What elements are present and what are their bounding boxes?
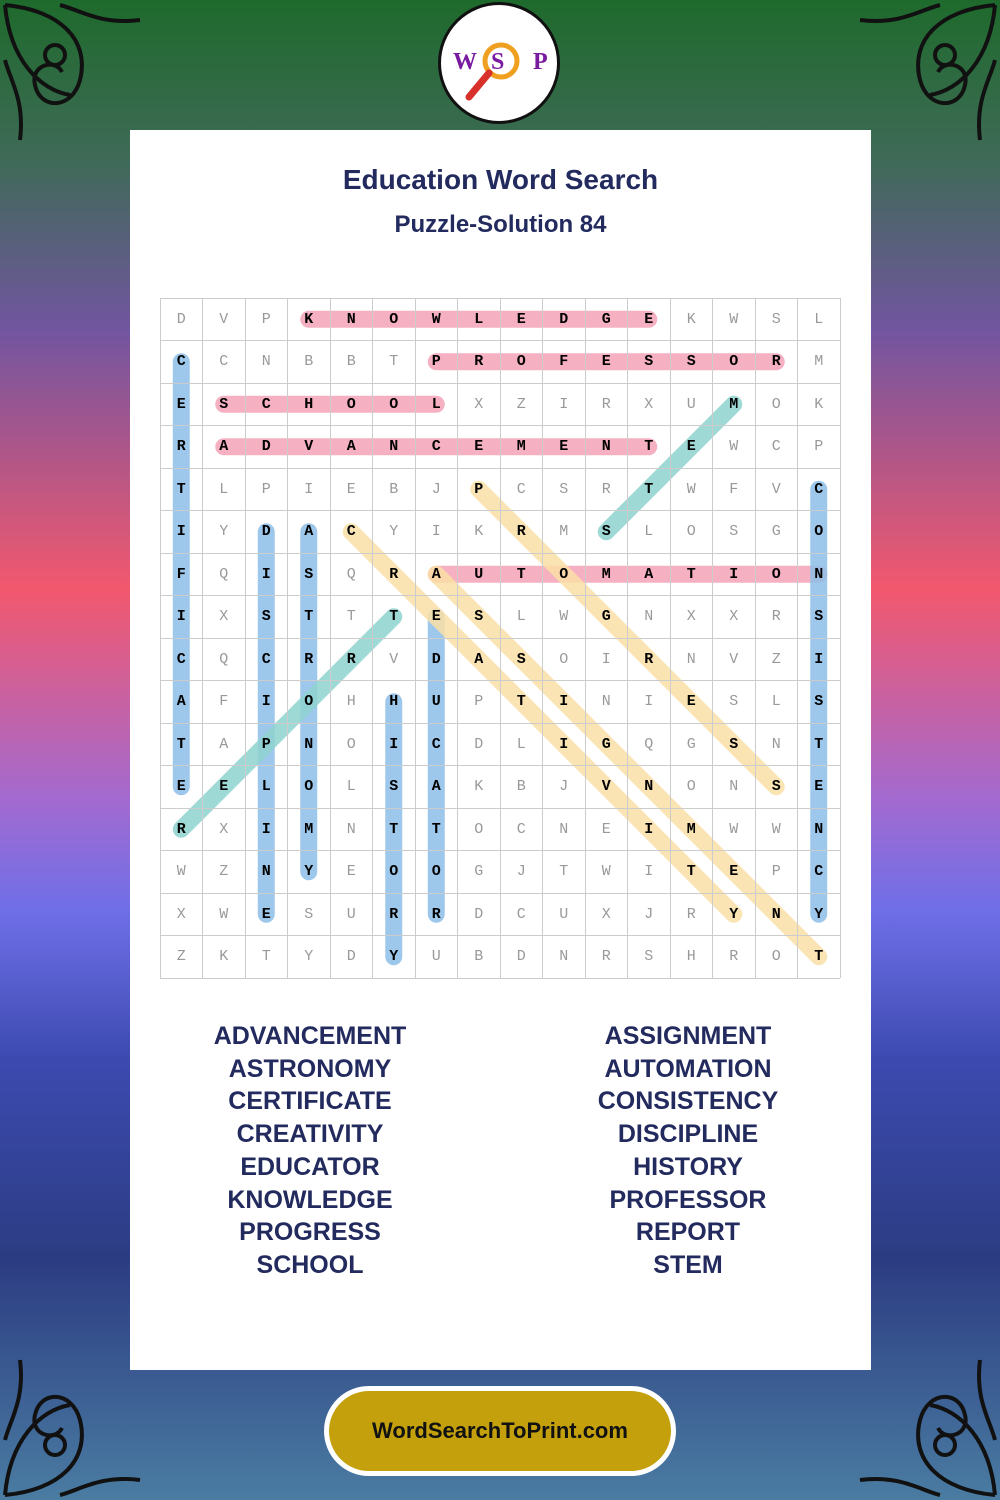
flourish-ornament-icon — [0, 0, 150, 150]
grid-cell[interactable]: E — [814, 778, 824, 796]
grid-cell[interactable]: N — [686, 650, 696, 668]
grid-cell[interactable]: D — [474, 905, 484, 923]
grid-cell[interactable]: L — [219, 480, 229, 498]
grid-cell[interactable]: D — [431, 650, 441, 668]
grid-cell[interactable]: O — [431, 863, 441, 881]
grid-cell[interactable]: E — [219, 778, 229, 796]
grid-cell[interactable]: M — [601, 565, 611, 583]
grid-cell[interactable]: L — [644, 523, 654, 541]
grid-cell[interactable]: D — [261, 438, 271, 456]
grid-cell[interactable]: I — [729, 565, 739, 583]
word-list-item: KNOWLEDGE — [227, 1185, 393, 1214]
grid-cell[interactable]: J — [516, 863, 526, 881]
grid-cell[interactable]: W — [729, 820, 739, 838]
grid-cell[interactable]: X — [729, 608, 739, 626]
grid-cell[interactable]: L — [771, 693, 781, 711]
grid-cell[interactable]: N — [601, 693, 611, 711]
grid-cell[interactable]: N — [814, 820, 824, 838]
grid-cell[interactable]: O — [474, 820, 484, 838]
grid-cell[interactable]: K — [686, 310, 696, 328]
grid-cell[interactable]: R — [389, 565, 399, 583]
grid-cell[interactable]: U — [474, 565, 484, 583]
grid-cell[interactable]: A — [304, 523, 314, 541]
word-list-item: ASSIGNMENT — [604, 1022, 772, 1050]
grid-cell[interactable]: T — [516, 565, 526, 583]
grid-cell[interactable]: Z — [219, 863, 229, 881]
grid-cell[interactable]: K — [814, 395, 824, 413]
grid-cell[interactable]: X — [474, 395, 484, 413]
grid-cell[interactable]: T — [389, 353, 399, 371]
grid-cell[interactable]: N — [346, 310, 356, 328]
word-list-item: AUTOMATION — [604, 1054, 772, 1083]
grid-cell[interactable]: P — [771, 863, 781, 881]
grid-cell[interactable]: A — [474, 650, 484, 668]
grid-cell[interactable]: C — [431, 438, 441, 456]
flourish-ornament-icon — [850, 1350, 1000, 1500]
grid-cell[interactable]: L — [516, 608, 526, 626]
grid-cell[interactable]: W — [729, 438, 739, 456]
grid-cell[interactable]: O — [686, 523, 696, 541]
grid-cell[interactable]: M — [814, 353, 824, 371]
grid-cell[interactable]: O — [559, 565, 569, 583]
grid-cell[interactable]: F — [176, 565, 186, 583]
grid-cell[interactable]: I — [261, 565, 271, 583]
grid-cell[interactable]: B — [389, 480, 399, 498]
grid-cell[interactable]: G — [601, 608, 611, 626]
puzzle-card — [130, 130, 871, 1370]
grid-cell[interactable]: V — [304, 438, 314, 456]
grid-cell[interactable]: A — [431, 565, 441, 583]
grid-cell[interactable]: I — [176, 608, 186, 626]
logo-letter-p: P — [533, 49, 548, 75]
grid-cell[interactable]: C — [176, 353, 186, 371]
grid-cell[interactable]: N — [814, 565, 824, 583]
grid-cell[interactable]: E — [601, 353, 611, 371]
grid-cell[interactable]: N — [389, 438, 399, 456]
grid-cell[interactable]: E — [729, 863, 739, 881]
grid-cell[interactable]: E — [559, 438, 569, 456]
grid-cell[interactable]: S — [601, 523, 611, 541]
grid-cell[interactable]: I — [176, 523, 186, 541]
grid-cell[interactable]: X — [686, 608, 696, 626]
grid-cell[interactable]: D — [346, 948, 356, 966]
grid-cell[interactable]: W — [601, 863, 611, 881]
grid-cell[interactable]: K — [304, 310, 314, 328]
page-subtitle: Puzzle-Solution 84 — [394, 211, 607, 238]
word-list-item: PROGRESS — [239, 1218, 381, 1247]
grid-cell[interactable]: E — [346, 480, 356, 498]
word-list-right — [508, 1020, 868, 1282]
grid-cell[interactable]: E — [601, 820, 611, 838]
site-link-label: WordSearchToPrint.com — [372, 1418, 628, 1443]
grid-cell[interactable]: R — [601, 395, 611, 413]
grid-cell[interactable]: A — [431, 778, 441, 796]
grid-cell[interactable]: V — [729, 650, 739, 668]
grid-cell[interactable]: R — [389, 905, 399, 923]
grid-cell[interactable]: E — [474, 438, 484, 456]
grid-cell[interactable]: E — [644, 310, 654, 328]
grid-cell[interactable]: V — [771, 480, 781, 498]
grid-cell[interactable]: O — [559, 650, 569, 668]
grid-cell[interactable]: S — [559, 480, 569, 498]
grid-cell[interactable]: C — [431, 735, 441, 753]
grid-cell[interactable]: C — [814, 480, 824, 498]
grid-cell[interactable]: S — [771, 778, 781, 796]
grid-cell[interactable]: S — [814, 608, 824, 626]
grid-cell[interactable]: B — [474, 948, 484, 966]
grid-cell[interactable]: N — [346, 820, 356, 838]
grid-cell[interactable]: J — [431, 480, 441, 498]
grid-cell[interactable]: E — [176, 778, 186, 796]
grid-cell[interactable]: B — [516, 778, 526, 796]
grid-cell[interactable]: U — [686, 395, 696, 413]
grid-cell[interactable]: U — [559, 905, 569, 923]
grid-cell[interactable]: R — [346, 650, 356, 668]
grid-cell[interactable]: I — [261, 820, 271, 838]
grid-cell[interactable]: S — [771, 310, 781, 328]
grid-cell[interactable]: X — [176, 905, 186, 923]
word-list-item: HISTORY — [633, 1152, 743, 1181]
grid-cell[interactable]: M — [686, 820, 696, 838]
grid-cell[interactable]: W — [219, 905, 229, 923]
grid-cell[interactable]: T — [686, 863, 696, 881]
grid-cell[interactable]: B — [346, 353, 356, 371]
grid-cell[interactable]: N — [559, 820, 569, 838]
grid-cell[interactable]: H — [389, 693, 399, 711]
grid-cell[interactable]: O — [516, 353, 526, 371]
grid-cell[interactable]: R — [729, 948, 739, 966]
grid-cell[interactable]: S — [644, 948, 654, 966]
grid-cell[interactable]: Q — [219, 650, 229, 668]
logo-letter-s: S — [491, 49, 505, 75]
grid-cell[interactable]: S — [304, 565, 314, 583]
grid-cell[interactable]: P — [814, 438, 824, 456]
grid-cell[interactable]: I — [814, 650, 824, 668]
grid-cell[interactable]: A — [219, 735, 229, 753]
grid-cell[interactable]: H — [304, 395, 314, 413]
grid-cell[interactable]: N — [601, 438, 611, 456]
grid-cell[interactable]: S — [729, 735, 739, 753]
grid-cell[interactable]: L — [474, 310, 484, 328]
grid-cell[interactable]: L — [346, 778, 356, 796]
grid-cell[interactable]: K — [474, 523, 484, 541]
grid-cell[interactable]: I — [389, 735, 399, 753]
word-list-item: ADVANCEMENT — [213, 1022, 407, 1050]
flourish-ornament-icon — [850, 0, 1000, 150]
grid-cell[interactable]: O — [389, 395, 399, 413]
grid-cell[interactable]: N — [771, 735, 781, 753]
grid-cell[interactable]: I — [644, 820, 654, 838]
grid-cell[interactable]: A — [176, 693, 186, 711]
grid-cell[interactable]: N — [261, 353, 271, 371]
grid-cell[interactable]: Y — [304, 863, 314, 881]
grid-cell[interactable]: D — [516, 948, 526, 966]
grid-cell[interactable]: P — [474, 480, 484, 498]
grid-cell[interactable]: C — [176, 650, 186, 668]
grid-cell[interactable]: R — [686, 905, 696, 923]
grid-cell[interactable]: G — [474, 863, 484, 881]
grid-cell[interactable]: Y — [389, 523, 399, 541]
word-list-item: DISCIPLINE — [617, 1120, 759, 1149]
grid-cell[interactable]: W — [686, 480, 696, 498]
grid-cell[interactable]: T — [389, 608, 399, 626]
grid-cell[interactable]: A — [644, 565, 654, 583]
grid-cell[interactable]: G — [771, 523, 781, 541]
grid-cell[interactable]: R — [644, 650, 654, 668]
grid-cell[interactable]: S — [219, 395, 229, 413]
grid-cell[interactable]: W — [176, 863, 186, 881]
grid-cell[interactable]: W — [771, 820, 781, 838]
grid-cell[interactable]: V — [389, 650, 399, 668]
grid-cell[interactable]: W — [559, 608, 569, 626]
grid-cell[interactable]: H — [686, 948, 696, 966]
grid-cell[interactable]: I — [601, 650, 611, 668]
grid-cell[interactable]: C — [814, 863, 824, 881]
grid-cell[interactable]: I — [304, 480, 314, 498]
grid-cell[interactable]: C — [346, 523, 356, 541]
grid-cell[interactable]: I — [431, 523, 441, 541]
grid-cell[interactable]: O — [771, 948, 781, 966]
grid-cell[interactable]: T — [176, 480, 186, 498]
grid-cell[interactable]: J — [559, 778, 569, 796]
grid-cell[interactable]: O — [304, 693, 314, 711]
grid-cell[interactable]: W — [431, 310, 441, 328]
grid-cell[interactable]: F — [729, 480, 739, 498]
grid-cell[interactable]: A — [219, 438, 229, 456]
grid-cell[interactable]: R — [601, 480, 611, 498]
grid-cell[interactable]: R — [176, 820, 186, 838]
grid-cell[interactable]: Z — [516, 395, 526, 413]
grid-cell[interactable]: L — [516, 735, 526, 753]
grid-cell[interactable]: C — [771, 438, 781, 456]
grid-cell[interactable]: N — [644, 778, 654, 796]
word-list-item: CERTIFICATE — [228, 1087, 392, 1116]
grid-cell[interactable]: T — [261, 948, 271, 966]
grid-cell[interactable]: Y — [219, 523, 229, 541]
grid-cell[interactable]: E — [516, 310, 526, 328]
grid-cell[interactable]: T — [346, 608, 356, 626]
word-search-grid — [160, 298, 840, 978]
grid-cell[interactable]: Z — [176, 948, 186, 966]
grid-cell[interactable]: J — [644, 905, 654, 923]
word-list-item: CREATIVITY — [236, 1120, 384, 1149]
grid-cell[interactable]: O — [814, 523, 824, 541]
grid-cell[interactable]: O — [389, 863, 399, 881]
grid-cell[interactable]: I — [261, 693, 271, 711]
grid-cell[interactable]: S — [261, 608, 271, 626]
site-logo[interactable] — [438, 2, 560, 124]
grid-cell[interactable]: E — [346, 863, 356, 881]
grid-cell[interactable]: K — [219, 948, 229, 966]
grid-cell[interactable]: V — [601, 778, 611, 796]
grid-cell[interactable]: L — [814, 310, 824, 328]
grid-cell[interactable]: R — [771, 353, 781, 371]
grid-cell[interactable]: B — [304, 353, 314, 371]
grid-cell[interactable]: Z — [771, 650, 781, 668]
grid-cell[interactable]: Y — [304, 948, 314, 966]
grid-cell[interactable]: M — [516, 438, 526, 456]
grid-cell[interactable]: S — [644, 353, 654, 371]
grid-cell[interactable]: X — [219, 608, 229, 626]
grid-cell[interactable]: E — [176, 395, 186, 413]
grid-cell[interactable]: M — [559, 523, 569, 541]
grid-cell[interactable]: P — [261, 310, 271, 328]
grid-cell[interactable]: Y — [389, 948, 399, 966]
grid-cell[interactable]: A — [346, 438, 356, 456]
grid-cell[interactable]: C — [261, 395, 271, 413]
grid-cell[interactable]: D — [559, 310, 569, 328]
grid-cell[interactable]: Y — [814, 905, 824, 923]
grid-cell[interactable]: C — [516, 480, 526, 498]
grid-cell[interactable]: O — [771, 565, 781, 583]
grid-cell[interactable]: Y — [729, 905, 739, 923]
grid-cell[interactable]: D — [261, 523, 271, 541]
grid-cell[interactable]: D — [176, 310, 186, 328]
grid-cell[interactable]: W — [729, 310, 739, 328]
grid-cell[interactable]: T — [814, 735, 824, 753]
grid-cell[interactable]: N — [304, 735, 314, 753]
grid-cell[interactable]: M — [304, 820, 314, 838]
grid-cell[interactable]: C — [516, 820, 526, 838]
grid-cell[interactable]: N — [261, 863, 271, 881]
grid-cell[interactable]: O — [304, 778, 314, 796]
grid-cell[interactable]: O — [729, 353, 739, 371]
grid-cell[interactable]: E — [261, 905, 271, 923]
word-list-left — [130, 1020, 490, 1282]
word-list-item: EDUCATOR — [240, 1152, 380, 1181]
grid-cell[interactable]: R — [474, 353, 484, 371]
grid-cell[interactable]: T — [431, 820, 441, 838]
grid-cell[interactable]: G — [601, 735, 611, 753]
grid-cell[interactable]: F — [559, 353, 569, 371]
grid-cell[interactable]: V — [219, 310, 229, 328]
grid-cell[interactable]: I — [559, 395, 569, 413]
grid-cell[interactable]: T — [389, 820, 399, 838]
grid-cell[interactable]: P — [474, 693, 484, 711]
grid-cell[interactable]: R — [516, 523, 526, 541]
grid-cell[interactable]: N — [559, 948, 569, 966]
grid-cell[interactable]: H — [346, 693, 356, 711]
grid-cell[interactable]: S — [729, 693, 739, 711]
grid-cell[interactable]: S — [474, 608, 484, 626]
grid-cell[interactable]: C — [219, 353, 229, 371]
grid-cell[interactable]: Q — [346, 565, 356, 583]
grid-cell[interactable]: X — [644, 395, 654, 413]
word-list-item: CONSISTENCY — [597, 1087, 779, 1116]
grid-cell[interactable]: T — [176, 735, 186, 753]
grid-cell[interactable]: Q — [644, 735, 654, 753]
grid-cell[interactable]: F — [219, 693, 229, 711]
grid-cell[interactable]: S — [729, 523, 739, 541]
word-list-item: SCHOOL — [256, 1250, 364, 1279]
grid-cell[interactable]: C — [261, 650, 271, 668]
grid-cell[interactable]: S — [389, 778, 399, 796]
word-list-item: STEM — [653, 1250, 723, 1279]
grid-cell[interactable]: T — [644, 480, 654, 498]
grid-cell[interactable]: U — [431, 948, 441, 966]
logo-letter-w: W — [453, 49, 477, 75]
grid-cell[interactable]: X — [601, 905, 611, 923]
grid-cell[interactable]: I — [644, 863, 654, 881]
grid-cell[interactable]: S — [304, 905, 314, 923]
grid-cell[interactable]: N — [771, 905, 781, 923]
grid-cell[interactable]: R — [176, 438, 186, 456]
grid-cell[interactable]: L — [261, 778, 271, 796]
grid-cell[interactable]: E — [686, 438, 696, 456]
grid-cell[interactable]: R — [304, 650, 314, 668]
grid-cell[interactable]: D — [474, 735, 484, 753]
grid-cell[interactable]: I — [644, 693, 654, 711]
grid-cell[interactable]: G — [686, 735, 696, 753]
grid-cell[interactable]: O — [346, 735, 356, 753]
grid-cell[interactable]: R — [431, 905, 441, 923]
grid-cell[interactable]: P — [431, 353, 441, 371]
grid-cell[interactable]: R — [771, 608, 781, 626]
grid-cell[interactable]: N — [644, 608, 654, 626]
grid-cell[interactable]: R — [601, 948, 611, 966]
grid-cell[interactable]: T — [814, 948, 824, 966]
grid-cell[interactable]: C — [516, 905, 526, 923]
grid-cell[interactable]: K — [474, 778, 484, 796]
grid-cell[interactable]: I — [559, 693, 569, 711]
grid-cell[interactable]: T — [644, 438, 654, 456]
grid-cell[interactable]: L — [431, 395, 441, 413]
grid-cell[interactable]: O — [771, 395, 781, 413]
page-title: Education Word Search — [342, 164, 659, 195]
grid-cell[interactable]: S — [814, 693, 824, 711]
grid-cell[interactable]: T — [559, 863, 569, 881]
grid-cell[interactable]: P — [261, 480, 271, 498]
word-list-item: REPORT — [635, 1218, 741, 1247]
grid-cell[interactable]: O — [686, 778, 696, 796]
grid-cell[interactable]: Q — [219, 565, 229, 583]
grid-cell[interactable]: S — [516, 650, 526, 668]
flourish-ornament-icon — [0, 1350, 150, 1500]
grid-cell[interactable]: P — [261, 735, 271, 753]
grid-cell[interactable]: M — [729, 395, 739, 413]
grid-cell[interactable]: T — [516, 693, 526, 711]
grid-cell[interactable]: S — [686, 353, 696, 371]
grid-cell[interactable]: T — [686, 565, 696, 583]
grid-cell[interactable]: U — [346, 905, 356, 923]
grid-cell[interactable]: T — [304, 608, 314, 626]
grid-cell[interactable]: X — [219, 820, 229, 838]
grid-cell[interactable]: E — [686, 693, 696, 711]
grid-cell[interactable]: N — [729, 778, 739, 796]
site-link-button[interactable] — [324, 1386, 676, 1476]
word-list-item: PROFESSOR — [609, 1185, 767, 1214]
word-list-item: ASTRONOMY — [228, 1054, 392, 1083]
grid-cell[interactable]: O — [389, 310, 399, 328]
grid-cell[interactable]: U — [431, 693, 441, 711]
grid-cell[interactable]: G — [601, 310, 611, 328]
grid-cell[interactable]: I — [559, 735, 569, 753]
grid-cell[interactable]: E — [431, 608, 441, 626]
grid-cell[interactable]: O — [346, 395, 356, 413]
